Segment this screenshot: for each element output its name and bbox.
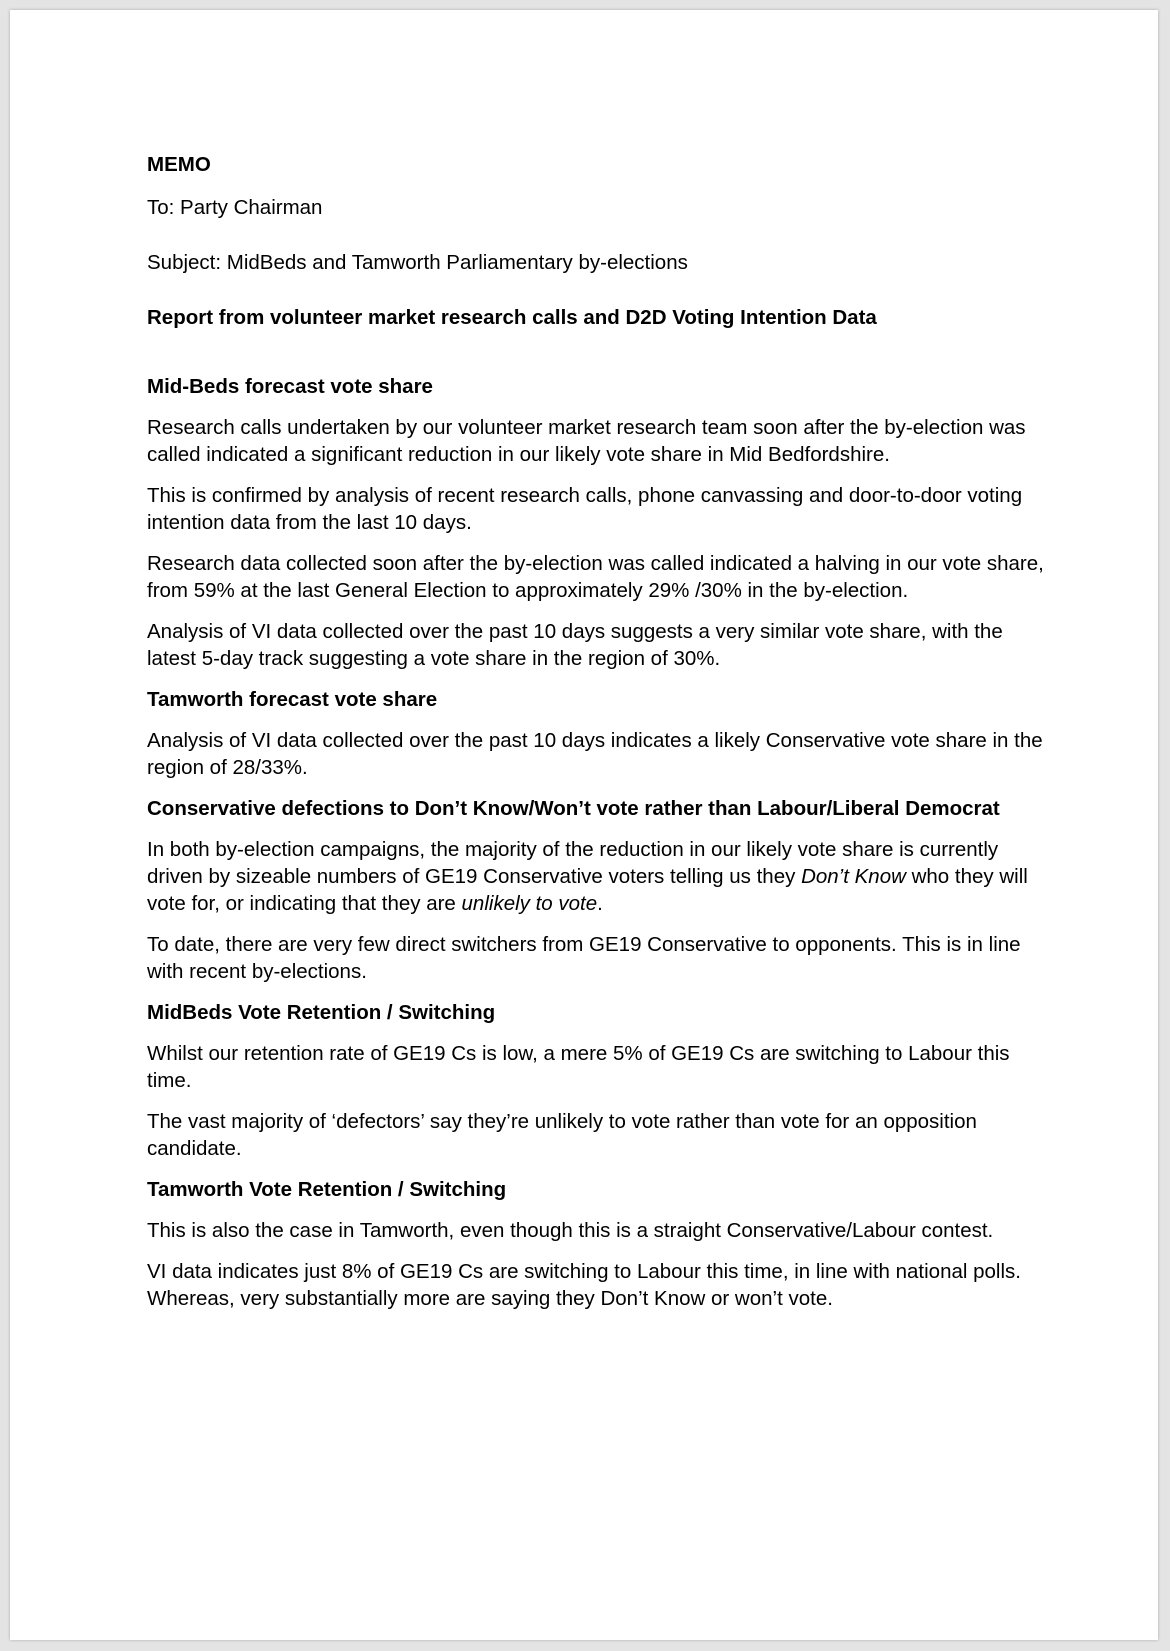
midbeds-forecast-heading: Mid-Beds forecast vote share [147, 375, 433, 398]
defections-para-1-text-b: who they will vote for, or indicating that they are [147, 865, 1028, 915]
tamworth-retention-para-1: This is also the case in Tamworth, even though this is a straight Conservative/Labour contest. [147, 1219, 994, 1242]
defections-para-1 [147, 836, 1047, 917]
defections-para-1-emphasis-unlikely: unlikely to vote [461, 892, 598, 915]
memo-recipient: To: Party Chairman [147, 196, 323, 219]
defections-para-2: To date, there are very few direct switchers from GE19 Conservative to opponents. This is in line with recent by-elections. [147, 933, 1021, 983]
tamworth-forecast-heading: Tamworth forecast vote share [147, 688, 438, 711]
midbeds-retention-para-1: Whilst our retention rate of GE19 Cs is low, a mere 5% of GE19 Cs are switching to Labour this time. [147, 1042, 1010, 1092]
memo-title: MEMO [147, 153, 211, 176]
tamworth-retention-heading: Tamworth Vote Retention / Switching [147, 1178, 507, 1201]
tamworth-retention-para-2: VI data indicates just 8% of GE19 Cs are switching to Labour this time, in line with national polls. Whereas, very substantially more are saying they Don’t Know or won’t vote. [147, 1260, 1021, 1310]
tamworth-forecast-para-1: Analysis of VI data collected over the past 10 days indicates a likely Conservative vote share in the region of 28/33%. [147, 729, 1043, 779]
midbeds-retention-para-2: The vast majority of ‘defectors’ say they’re unlikely to vote rather than vote for an opposition candidate. [147, 1110, 977, 1160]
document-page [10, 10, 1158, 1640]
memo-body [147, 150, 1047, 1326]
midbeds-retention-heading: MidBeds Vote Retention / Switching [147, 1001, 496, 1024]
midbeds-forecast-para-4: Analysis of VI data collected over the past 10 days suggests a very similar vote share, with the latest 5-day track suggesting a vote share in the region of 30%. [147, 620, 1003, 670]
midbeds-forecast-para-1: Research calls undertaken by our volunteer market research team soon after the by-election was called indicated a significant reduction in our likely vote share in Mid Bedfordshire. [147, 416, 1026, 466]
defections-heading: Conservative defections to Don’t Know/Won’t vote rather than Labour/Liberal Democrat [147, 797, 1000, 820]
midbeds-forecast-para-2: This is confirmed by analysis of recent research calls, phone canvassing and door-to-door voting intention data from the last 10 days. [147, 484, 1023, 534]
defections-para-1-text-a: In both by-election campaigns, the majority of the reduction in our likely vote share is currently driven by sizeable numbers of GE19 Conservative voters telling us they [147, 838, 999, 888]
memo-subject: Subject: MidBeds and Tamworth Parliamentary by-elections [147, 251, 688, 274]
defections-para-1-emphasis-dont-know: Don’t Know [801, 865, 906, 888]
defections-para-1-text-c: . [597, 892, 603, 915]
midbeds-forecast-para-3: Research data collected soon after the by-election was called indicated a halving in our vote share, from 59% at the last General Election to approximately 29% /30% in the by-election. [147, 552, 1044, 602]
report-heading: Report from volunteer market research calls and D2D Voting Intention Data [147, 306, 877, 329]
